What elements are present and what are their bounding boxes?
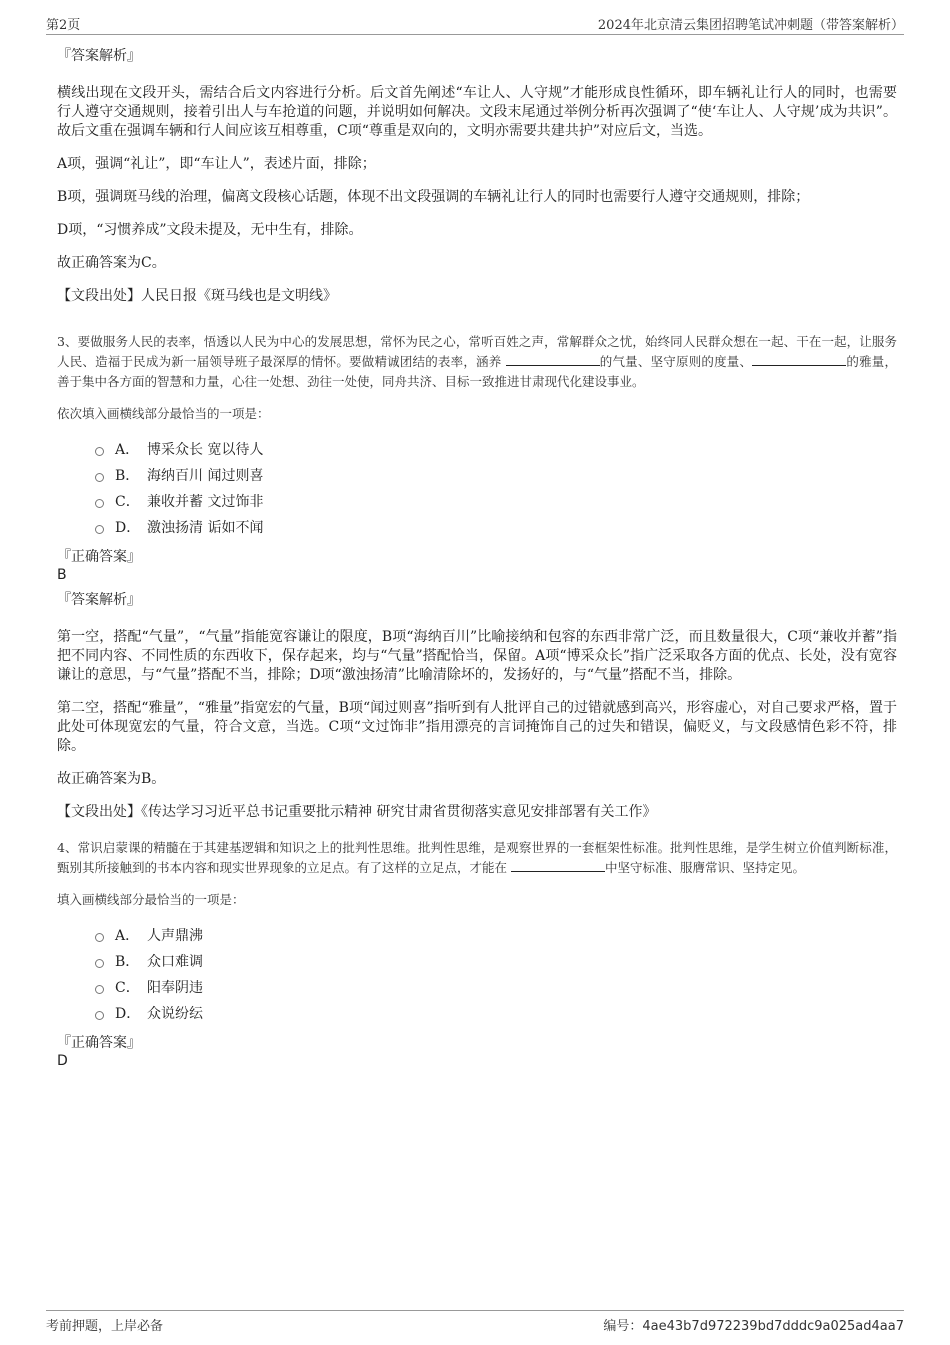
q2-analysis-paragraph: A项，强调“礼让”，即“车让人”，表述片面，排除；	[57, 156, 376, 172]
document-body	[57, 46, 897, 1076]
q3-source: 【文段出处】《传达学习习近平总书记重要批示精神 研究甘肃省贯彻落实意见安排部署有关工作》	[57, 804, 657, 820]
q4-option-d[interactable]: D． 众说纷纭	[95, 1000, 897, 1026]
q4-options	[95, 922, 897, 1026]
q3-option-c[interactable]: C． 兼收并蓄 文过饰非	[95, 488, 897, 514]
q3-answer-title: 『正确答案』	[57, 549, 141, 565]
page-number: 第2页	[46, 18, 81, 33]
radio-icon[interactable]	[95, 525, 104, 534]
q3-analysis-title: 『答案解析』	[57, 592, 141, 608]
q3-analysis-paragraph: 第一空，搭配“气量”，“气量”指能宽容谦让的限度，B项“海纳百川”比喻接纳和包容的东西非常广泛，而且数量很大，C项“兼收并蓄”指把不同内容、不同性质的东西收下，保存起来，均与“气量”搭配恰当，保留。A项“博采众长”指广泛采取各方面的优点、长处，没有宽容谦让的意思，与“气量”搭配不当，排除；D项“激浊扬清”比喻清除坏的，发扬好的，与“气量”搭配不当，排除。	[57, 629, 897, 683]
q2-source: 【文段出处】人民日报《斑马线也是文明线》	[57, 288, 337, 304]
q4-stem: 4、常识启蒙课的精髓在于其建基逻辑和知识之上的批判性思维。批判性思维，是观察世界的一套框架性标准。批判性思维，是学生树立价值判断标准，甄别其所接触到的书本内容和现实世界现象的立足点。有了这样的立足点，才能在 中坚守标准、服膺常识、坚持定见。	[57, 840, 897, 875]
q3-option-b[interactable]: B． 海纳百川 闻过则喜	[95, 462, 897, 488]
radio-icon[interactable]	[95, 447, 104, 456]
q2-analysis-paragraph: 横线出现在文段开头，需结合后文内容进行分析。后文首先阐述“车让人、人守规”才能形成良性循环，即车辆礼让行人的同时，也需要行人遵守交通规则，接着引出人与车抢道的问题，并说明如何解决。文段末尾通过举例分析再次强调了“使‘车让人、人守规’成为共识”。故后文重在强调车辆和行人间应该互相尊重，C项“尊重是双向的，文明亦需要共建共护”对应后文，当选。	[57, 85, 897, 139]
document-title: 2024年北京清云集团招聘笔试冲刺题（带答案解析）	[597, 18, 904, 33]
blank-line	[752, 353, 846, 366]
q2-analysis-title: 『答案解析』	[57, 48, 141, 64]
page-header	[46, 12, 904, 35]
q3-option-a[interactable]: A． 博采众长 宽以待人	[95, 436, 897, 462]
q4-answer: D	[57, 1053, 68, 1069]
q3-option-d[interactable]: D． 激浊扬清 诟如不闻	[95, 514, 897, 540]
page-footer	[46, 1310, 904, 1334]
radio-icon[interactable]	[95, 959, 104, 968]
q3-analysis-paragraph: 第二空，搭配“雅量”，“雅量”指宽宏的气量，B项“闻过则喜”指听到有人批评自己的过错就感到高兴，形容虚心，对自己要求严格，置于此处可体现宽宏的气量，符合文意，当选。C项“文过饰非”指用漂亮的言词掩饰自己的过失和错误，偏贬义，与文段感情色彩不符，排除。	[57, 700, 897, 754]
radio-icon[interactable]	[95, 985, 104, 994]
radio-icon[interactable]	[95, 499, 104, 508]
blank-line	[511, 859, 605, 872]
q4-option-a[interactable]: A． 人声鼎沸	[95, 922, 897, 948]
q3-conclusion: 故正确答案为B。	[57, 771, 166, 787]
radio-icon[interactable]	[95, 933, 104, 942]
q3-answer: B	[57, 567, 67, 583]
footer-slogan: 考前押题，上岸必备	[46, 1319, 164, 1334]
blank-line	[506, 353, 600, 366]
q2-analysis-paragraph: D项，“习惯养成”文段未提及，无中生有，排除。	[57, 222, 363, 238]
radio-icon[interactable]	[95, 1011, 104, 1020]
q3-prompt: 依次填入画横线部分最恰当的一项是：	[57, 406, 270, 421]
radio-icon[interactable]	[95, 473, 104, 482]
q4-prompt: 填入画横线部分最恰当的一项是：	[57, 892, 245, 907]
q3-stem: 3、要做服务人民的表率，悟透以人民为中心的发展思想，常怀为民之心，常听百姓之声，常解群众之忧，始终同人民群众想在一起、干在一起，让服务人民、造福于民成为新一届领导班子最深厚的情怀。要做精诚团结的表率，涵养 的气量、坚守原则的度量、 的雅量，善于集中各方面的智慧和力量，心往一处想、劲往一处使，同舟共济、目标一致推进甘肃现代化建设事业。	[57, 334, 897, 389]
q2-conclusion: 故正确答案为C。	[57, 255, 166, 271]
q4-option-b[interactable]: B． 众口难调	[95, 948, 897, 974]
q2-analysis-paragraph: B项，强调斑马线的治理，偏离文段核心话题，体现不出文段强调的车辆礼让行人的同时也需要行人遵守交通规则，排除；	[57, 189, 810, 205]
q3-options	[95, 436, 897, 540]
q4-answer-title: 『正确答案』	[57, 1035, 141, 1051]
q4-option-c[interactable]: C． 阳奉阴违	[95, 974, 897, 1000]
document-code: 编号：4ae43b7d972239bd7dddc9a025ad4aa7	[603, 1319, 904, 1334]
